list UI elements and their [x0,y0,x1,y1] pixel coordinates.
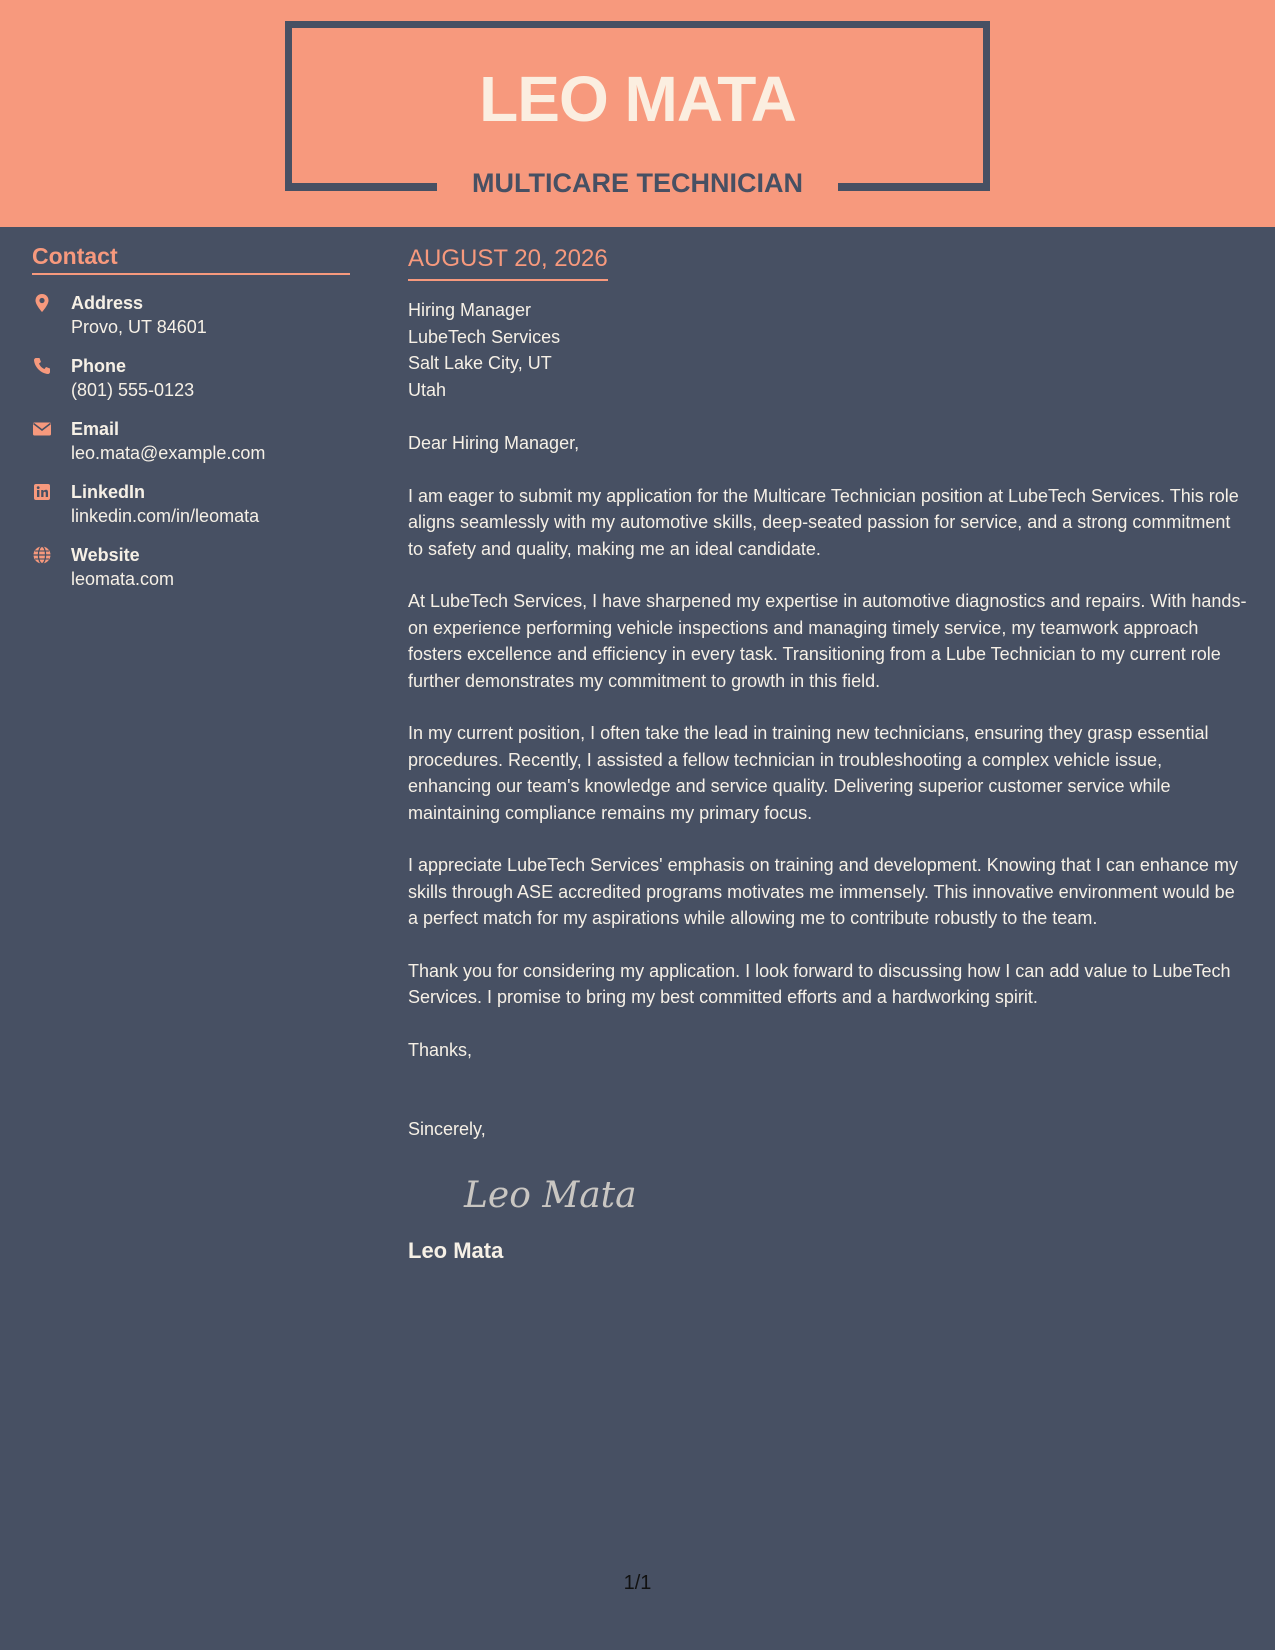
signature-text: Leo Mata [464,1174,637,1216]
contact-phone-value: (801) 555-0123 [71,380,195,400]
recipient-line: Utah [408,379,447,400]
map-pin-icon [32,293,52,313]
contact-phone [32,354,350,403]
header-frame-bottom-left [285,183,437,191]
paragraph: Thank you for considering my application. I look forward to discussing how I can add value to LubeTech Services. I promise to bring my best committed efforts and a hardworking spirit. [408,960,1231,1007]
recipient-block [408,297,1248,403]
linkedin-icon [32,482,52,502]
header-frame-bottom-right [838,183,990,191]
handwritten-signature [460,1163,640,1223]
contact-phone-label: Phone [71,356,127,376]
contact-address [32,291,350,340]
recipient-line: Hiring Manager [408,300,532,320]
contact-address-label: Address [71,293,144,313]
contact-sidebar [32,241,350,592]
paragraph: I appreciate LubeTech Services' emphasis on training and development. Knowing that I can enhance my skills through ASE accredited programs motivates me immensely. This innovative environment would be a perfect match for my aspirations while allowing me to contribute robustly to the team. [408,855,1238,928]
letter-date: AUGUST 20, 2026 [408,243,608,281]
contact-website-label: Website [71,545,140,565]
contact-address-value: Provo, UT 84601 [71,317,207,337]
paragraph: At LubeTech Services, I have sharpened my expertise in automotive diagnostics and repairs. With hands-on experience performing vehicle inspections and managing timely service, my teamwork approach fosters excellence and efficiency in every task. Transitioning from a Lube Technician to my current role further demonstrates my commitment to growth in this field. [408,591,1247,691]
contact-website [32,543,350,592]
contact-heading: Contact [32,241,350,275]
contact-linkedin [32,480,350,529]
header-banner [0,0,1275,227]
contact-website-value: leomata.com [71,569,175,589]
paragraph: I am eager to submit my application for the Multicare Technician position at LubeTech Services. This role aligns seamlessly with my automotive skills, deep-seated passion for service, and a strong commitment to safety and quality, making me an ideal candidate. [408,485,1239,559]
contact-email-value: leo.mata@example.com [71,443,266,463]
contact-email-label: Email [71,419,120,439]
paragraph: In my current position, I often take the lead in training new technicians, ensuring they grasp essential procedures. Recently, I assisted a fellow technician in troubleshooting a complex vehicle issue, enhancing our team's knowledge and service quality. Delivering superior customer service while maintaining compliance remains my primary focus. [408,723,1209,823]
signer-name: Leo Mata [408,1237,504,1263]
page-number: 1/1 [623,1572,652,1594]
greeting: Dear Hiring Manager, [408,433,580,453]
job-title: MULTICARE TECHNICIAN [472,168,803,198]
contact-email [32,417,350,466]
recipient-line: Salt Lake City, UT [408,353,552,373]
envelope-icon [32,419,52,439]
contact-linkedin-label: LinkedIn [71,482,146,502]
applicant-name: LEO MATA [479,63,796,135]
letter-body [408,243,1248,1266]
contact-linkedin-value: linkedin.com/in/leomata [71,506,260,526]
globe-icon [32,545,52,565]
closing: Sincerely, [408,1119,486,1139]
recipient-line: LubeTech Services [408,326,561,347]
thanks-line: Thanks, [408,1039,473,1060]
phone-icon [32,356,52,376]
